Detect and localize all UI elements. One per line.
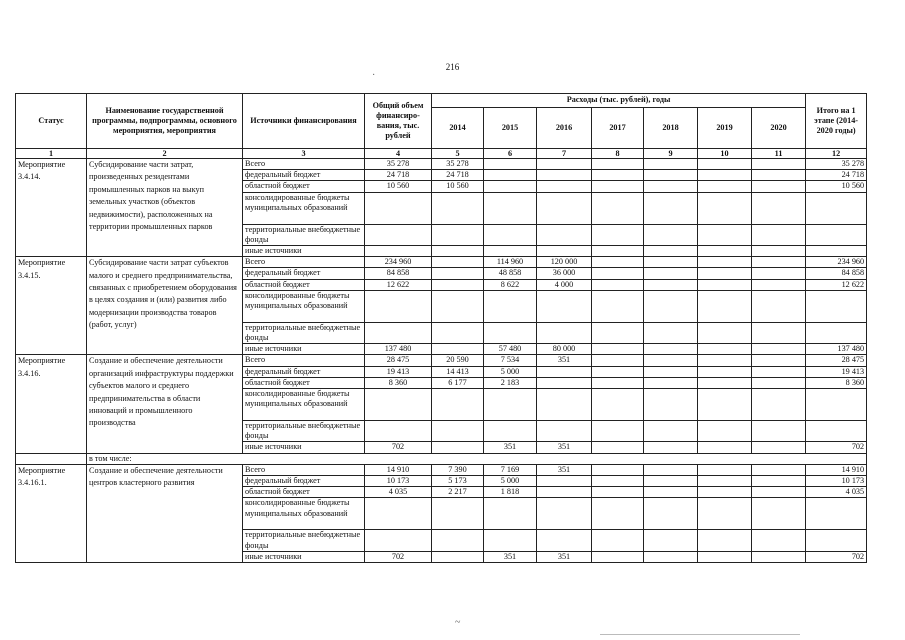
total-volume-cell: 10 173 — [365, 476, 432, 487]
year-2017-cell — [592, 322, 644, 343]
source-cell: территориальные внебюджетные фонды — [243, 224, 365, 245]
year-2020-cell — [752, 464, 806, 475]
year-2014-cell: 7 390 — [432, 464, 484, 475]
measure-name-cell: Субсидирование части затрат, произведенных резидентами промышленных парков на выкуп земельных участков (объектов недвижимости), расположенных на территории промышленных парков — [87, 159, 243, 257]
year-2017-cell — [592, 442, 644, 453]
year-2018-cell — [644, 442, 698, 453]
stage-total-cell: 35 278 — [806, 159, 867, 170]
year-2014-cell: 6 177 — [432, 377, 484, 388]
year-2014-cell — [432, 268, 484, 279]
year-2018-cell — [644, 181, 698, 192]
status-cell: Мероприятие 3.4.16.1. — [16, 464, 87, 562]
year-2019-cell — [698, 464, 752, 475]
year-2014-cell — [432, 224, 484, 245]
year-2014-cell: 2 217 — [432, 487, 484, 498]
column-number: 2 — [87, 149, 243, 159]
column-number: 5 — [432, 149, 484, 159]
total-volume-cell: 234 960 — [365, 257, 432, 268]
year-2019-cell — [698, 159, 752, 170]
year-2018-cell — [644, 464, 698, 475]
stage-total-cell: 84 858 — [806, 268, 867, 279]
subheading-row — [16, 453, 867, 464]
year-2019-cell — [698, 224, 752, 245]
year-2020-cell — [752, 224, 806, 245]
year-2014-cell — [432, 257, 484, 268]
measure-name-cell: Субсидирование части затрат субъектов малого и среднего предпринимательства, связанных с приобретением оборудования в целях создания и (или) развития либо модернизации производства товаров (работ, услуг) — [87, 257, 243, 355]
year-2015-cell: 1 818 — [484, 487, 537, 498]
total-volume-cell — [365, 224, 432, 245]
header-year: 2017 — [592, 108, 644, 149]
year-2017-cell — [592, 268, 644, 279]
total-volume-cell — [365, 246, 432, 257]
year-2020-cell — [752, 181, 806, 192]
year-2019-cell — [698, 279, 752, 290]
year-2018-cell — [644, 377, 698, 388]
year-2020-cell — [752, 476, 806, 487]
year-2018-cell — [644, 355, 698, 366]
year-2014-cell — [432, 246, 484, 257]
year-2015-cell — [484, 192, 537, 224]
stage-total-cell: 10 173 — [806, 476, 867, 487]
year-2014-cell — [432, 279, 484, 290]
table-row — [16, 355, 867, 366]
status-cell: Мероприятие 3.4.14. — [16, 159, 87, 257]
source-cell: консолидированные бюджеты муниципальных образований — [243, 389, 365, 421]
stage-total-cell: 28 475 — [806, 355, 867, 366]
stage-total-cell — [806, 290, 867, 322]
source-cell: федеральный бюджет — [243, 268, 365, 279]
year-2017-cell — [592, 377, 644, 388]
year-2020-cell — [752, 377, 806, 388]
year-2015-cell: 5 000 — [484, 476, 537, 487]
year-2015-cell: 7 169 — [484, 464, 537, 475]
total-volume-cell: 28 475 — [365, 355, 432, 366]
header-year: 2019 — [698, 108, 752, 149]
year-2020-cell — [752, 487, 806, 498]
header-year: 2020 — [752, 108, 806, 149]
year-2016-cell — [537, 159, 592, 170]
stage-total-cell — [806, 498, 867, 530]
year-2014-cell — [432, 530, 484, 551]
year-2016-cell: 80 000 — [537, 344, 592, 355]
total-volume-cell: 35 278 — [365, 159, 432, 170]
year-2016-cell — [537, 487, 592, 498]
header-year: 2014 — [432, 108, 484, 149]
year-2014-cell — [432, 290, 484, 322]
page-number: 216 — [445, 62, 460, 72]
year-2014-cell: 10 560 — [432, 181, 484, 192]
year-2019-cell — [698, 257, 752, 268]
year-2020-cell — [752, 192, 806, 224]
stage-total-cell: 8 360 — [806, 377, 867, 388]
source-cell: иные источники — [243, 344, 365, 355]
year-2020-cell — [752, 366, 806, 377]
year-2017-cell — [592, 192, 644, 224]
year-2019-cell — [698, 487, 752, 498]
budget-table — [15, 93, 867, 563]
year-2016-cell: 351 — [537, 551, 592, 562]
year-2017-cell — [592, 279, 644, 290]
year-2016-cell: 4 000 — [537, 279, 592, 290]
year-2018-cell — [644, 389, 698, 421]
year-2016-cell: 351 — [537, 442, 592, 453]
year-2018-cell — [644, 159, 698, 170]
year-2020-cell — [752, 442, 806, 453]
stage-total-cell: 19 413 — [806, 366, 867, 377]
year-2015-cell — [484, 159, 537, 170]
total-volume-cell: 24 718 — [365, 170, 432, 181]
source-cell: консолидированные бюджеты муниципальных образований — [243, 192, 365, 224]
year-2016-cell — [537, 476, 592, 487]
total-volume-cell — [365, 498, 432, 530]
column-number: 1 — [16, 149, 87, 159]
source-cell: федеральный бюджет — [243, 476, 365, 487]
year-2016-cell: 36 000 — [537, 268, 592, 279]
year-2019-cell — [698, 476, 752, 487]
year-2014-cell: 35 278 — [432, 159, 484, 170]
source-cell: Всего — [243, 355, 365, 366]
year-2020-cell — [752, 498, 806, 530]
year-2016-cell — [537, 498, 592, 530]
year-2017-cell — [592, 389, 644, 421]
year-2014-cell — [432, 551, 484, 562]
year-2019-cell — [698, 170, 752, 181]
source-cell: иные источники — [243, 442, 365, 453]
year-2017-cell — [592, 344, 644, 355]
year-2018-cell — [644, 530, 698, 551]
year-2020-cell — [752, 159, 806, 170]
source-cell: Всего — [243, 159, 365, 170]
source-cell: территориальные внебюджетные фонды — [243, 421, 365, 442]
year-2016-cell — [537, 421, 592, 442]
total-volume-cell: 12 622 — [365, 279, 432, 290]
header-year: 2015 — [484, 108, 537, 149]
year-2020-cell — [752, 551, 806, 562]
year-2017-cell — [592, 224, 644, 245]
year-2015-cell: 7 534 — [484, 355, 537, 366]
total-volume-cell — [365, 322, 432, 343]
year-2018-cell — [644, 246, 698, 257]
year-2020-cell — [752, 389, 806, 421]
year-2016-cell: 351 — [537, 464, 592, 475]
year-2016-cell — [537, 181, 592, 192]
year-2018-cell — [644, 551, 698, 562]
year-2019-cell — [698, 355, 752, 366]
scan-mark: ~ — [455, 617, 461, 628]
header-status: Статус — [16, 94, 87, 149]
year-2019-cell — [698, 192, 752, 224]
column-number: 9 — [644, 149, 698, 159]
source-cell: Всего — [243, 464, 365, 475]
year-2016-cell — [537, 322, 592, 343]
year-2020-cell — [752, 279, 806, 290]
year-2017-cell — [592, 181, 644, 192]
year-2016-cell: 351 — [537, 355, 592, 366]
year-2014-cell — [432, 389, 484, 421]
year-2015-cell — [484, 322, 537, 343]
total-volume-cell: 14 910 — [365, 464, 432, 475]
year-2016-cell: 120 000 — [537, 257, 592, 268]
source-cell: консолидированные бюджеты муниципальных образований — [243, 290, 365, 322]
stage-total-cell: 14 910 — [806, 464, 867, 475]
year-2018-cell — [644, 224, 698, 245]
source-cell: территориальные внебюджетные фонды — [243, 322, 365, 343]
year-2017-cell — [592, 498, 644, 530]
stage-total-cell: 702 — [806, 442, 867, 453]
year-2020-cell — [752, 421, 806, 442]
stage-total-cell — [806, 192, 867, 224]
total-volume-cell: 84 858 — [365, 268, 432, 279]
source-cell: областной бюджет — [243, 487, 365, 498]
year-2018-cell — [644, 257, 698, 268]
year-2016-cell — [537, 290, 592, 322]
column-number: 11 — [752, 149, 806, 159]
year-2015-cell: 5 000 — [484, 366, 537, 377]
source-cell: федеральный бюджет — [243, 170, 365, 181]
stage-total-cell — [806, 530, 867, 551]
column-number: 8 — [592, 149, 644, 159]
source-cell: федеральный бюджет — [243, 366, 365, 377]
table-row — [16, 257, 867, 268]
year-2020-cell — [752, 170, 806, 181]
stage-total-cell — [806, 322, 867, 343]
year-2019-cell — [698, 377, 752, 388]
year-2019-cell — [698, 366, 752, 377]
stage-total-cell — [806, 421, 867, 442]
column-number: 12 — [806, 149, 867, 159]
year-2020-cell — [752, 257, 806, 268]
measure-name-cell: Создание и обеспечение деятельности центров кластерного развития — [87, 464, 243, 562]
year-2017-cell — [592, 246, 644, 257]
stage-total-cell — [806, 224, 867, 245]
table-row — [16, 159, 867, 170]
year-2019-cell — [698, 290, 752, 322]
column-number: 6 — [484, 149, 537, 159]
year-2015-cell: 114 960 — [484, 257, 537, 268]
year-2014-cell: 24 718 — [432, 170, 484, 181]
year-2016-cell — [537, 170, 592, 181]
stage-total-cell: 4 035 — [806, 487, 867, 498]
year-2014-cell: 14 413 — [432, 366, 484, 377]
year-2017-cell — [592, 421, 644, 442]
total-volume-cell: 8 360 — [365, 377, 432, 388]
column-number: 10 — [698, 149, 752, 159]
source-cell: областной бюджет — [243, 279, 365, 290]
year-2019-cell — [698, 268, 752, 279]
total-volume-cell: 702 — [365, 551, 432, 562]
column-number: 4 — [365, 149, 432, 159]
year-2014-cell — [432, 344, 484, 355]
year-2018-cell — [644, 279, 698, 290]
year-2016-cell — [537, 366, 592, 377]
scan-mark: · — [372, 70, 376, 81]
year-2018-cell — [644, 366, 698, 377]
table-body — [16, 149, 867, 563]
column-number: 3 — [243, 149, 365, 159]
table-row — [16, 464, 867, 475]
subheading: в том числе: — [87, 453, 867, 464]
total-volume-cell — [365, 290, 432, 322]
total-volume-cell: 137 480 — [365, 344, 432, 355]
year-2015-cell: 8 622 — [484, 279, 537, 290]
source-cell: иные источники — [243, 246, 365, 257]
total-volume-cell — [365, 530, 432, 551]
year-2015-cell — [484, 290, 537, 322]
year-2015-cell: 2 183 — [484, 377, 537, 388]
year-2018-cell — [644, 421, 698, 442]
year-2019-cell — [698, 344, 752, 355]
total-volume-cell: 4 035 — [365, 487, 432, 498]
year-2016-cell — [537, 246, 592, 257]
header-name: Наименование государственной программы, подпрограммы, основного мероприятия, мероприятия — [87, 94, 243, 149]
status-cell: Мероприятие 3.4.16. — [16, 355, 87, 453]
subheading-spacer — [16, 453, 87, 464]
total-volume-cell: 10 560 — [365, 181, 432, 192]
year-2017-cell — [592, 257, 644, 268]
year-2020-cell — [752, 246, 806, 257]
year-2020-cell — [752, 322, 806, 343]
year-2018-cell — [644, 268, 698, 279]
year-2020-cell — [752, 268, 806, 279]
year-2019-cell — [698, 322, 752, 343]
year-2019-cell — [698, 246, 752, 257]
year-2015-cell: 48 858 — [484, 268, 537, 279]
year-2020-cell — [752, 290, 806, 322]
total-volume-cell: 19 413 — [365, 366, 432, 377]
year-2015-cell — [484, 246, 537, 257]
year-2017-cell — [592, 170, 644, 181]
year-2019-cell — [698, 181, 752, 192]
year-2015-cell: 57 480 — [484, 344, 537, 355]
header-year: 2018 — [644, 108, 698, 149]
year-2014-cell — [432, 322, 484, 343]
stage-total-cell — [806, 389, 867, 421]
stage-total-cell: 12 622 — [806, 279, 867, 290]
total-volume-cell: 702 — [365, 442, 432, 453]
year-2016-cell — [537, 224, 592, 245]
year-2015-cell: 351 — [484, 442, 537, 453]
year-2018-cell — [644, 476, 698, 487]
year-2017-cell — [592, 366, 644, 377]
year-2020-cell — [752, 355, 806, 366]
year-2014-cell — [432, 421, 484, 442]
stage-total-cell: 234 960 — [806, 257, 867, 268]
year-2020-cell — [752, 530, 806, 551]
year-2018-cell — [644, 487, 698, 498]
year-2019-cell — [698, 498, 752, 530]
year-2018-cell — [644, 192, 698, 224]
header-total-volume: Общий объем финансиро-вания, тыс. рублей — [365, 94, 432, 149]
year-2019-cell — [698, 551, 752, 562]
header-expenses: Расходы (тыс. рублей), годы — [432, 94, 806, 108]
header-year: 2016 — [537, 108, 592, 149]
year-2017-cell — [592, 290, 644, 322]
year-2019-cell — [698, 389, 752, 421]
year-2016-cell — [537, 530, 592, 551]
year-2017-cell — [592, 355, 644, 366]
source-cell: территориальные внебюджетные фонды — [243, 530, 365, 551]
year-2017-cell — [592, 530, 644, 551]
year-2018-cell — [644, 344, 698, 355]
year-2014-cell — [432, 442, 484, 453]
year-2015-cell — [484, 421, 537, 442]
source-cell: консолидированные бюджеты муниципальных образований — [243, 498, 365, 530]
year-2015-cell — [484, 170, 537, 181]
header-source: Источники финансирования — [243, 94, 365, 149]
stage-total-cell: 10 560 — [806, 181, 867, 192]
stage-total-cell: 702 — [806, 551, 867, 562]
year-2015-cell — [484, 498, 537, 530]
year-2019-cell — [698, 442, 752, 453]
year-2019-cell — [698, 530, 752, 551]
year-2019-cell — [698, 421, 752, 442]
year-2017-cell — [592, 476, 644, 487]
source-cell: иные источники — [243, 551, 365, 562]
year-2015-cell: 351 — [484, 551, 537, 562]
column-number: 7 — [537, 149, 592, 159]
total-volume-cell — [365, 389, 432, 421]
year-2018-cell — [644, 322, 698, 343]
stage-total-cell: 24 718 — [806, 170, 867, 181]
year-2016-cell — [537, 377, 592, 388]
source-cell: областной бюджет — [243, 181, 365, 192]
year-2017-cell — [592, 551, 644, 562]
year-2015-cell — [484, 389, 537, 421]
scan-line — [600, 634, 800, 635]
year-2017-cell — [592, 159, 644, 170]
year-2015-cell — [484, 181, 537, 192]
year-2016-cell — [537, 192, 592, 224]
year-2015-cell — [484, 224, 537, 245]
header-stage-total: Итого на 1 этапе (2014-2020 годы) — [806, 94, 867, 149]
source-cell: Всего — [243, 257, 365, 268]
year-2014-cell — [432, 498, 484, 530]
column-number-row — [16, 149, 867, 159]
year-2017-cell — [592, 464, 644, 475]
stage-total-cell: 137 480 — [806, 344, 867, 355]
status-cell: Мероприятие 3.4.15. — [16, 257, 87, 355]
year-2018-cell — [644, 170, 698, 181]
year-2014-cell: 20 590 — [432, 355, 484, 366]
year-2017-cell — [592, 487, 644, 498]
year-2015-cell — [484, 530, 537, 551]
year-2020-cell — [752, 344, 806, 355]
total-volume-cell — [365, 192, 432, 224]
year-2016-cell — [537, 389, 592, 421]
year-2018-cell — [644, 290, 698, 322]
measure-name-cell: Создание и обеспечение деятельности организаций инфраструктуры поддержки субъектов малого и среднего предпринимательства в области инноваций и промышленного производства — [87, 355, 243, 453]
total-volume-cell — [365, 421, 432, 442]
year-2018-cell — [644, 498, 698, 530]
source-cell: областной бюджет — [243, 377, 365, 388]
year-2014-cell — [432, 192, 484, 224]
stage-total-cell — [806, 246, 867, 257]
year-2014-cell: 5 173 — [432, 476, 484, 487]
